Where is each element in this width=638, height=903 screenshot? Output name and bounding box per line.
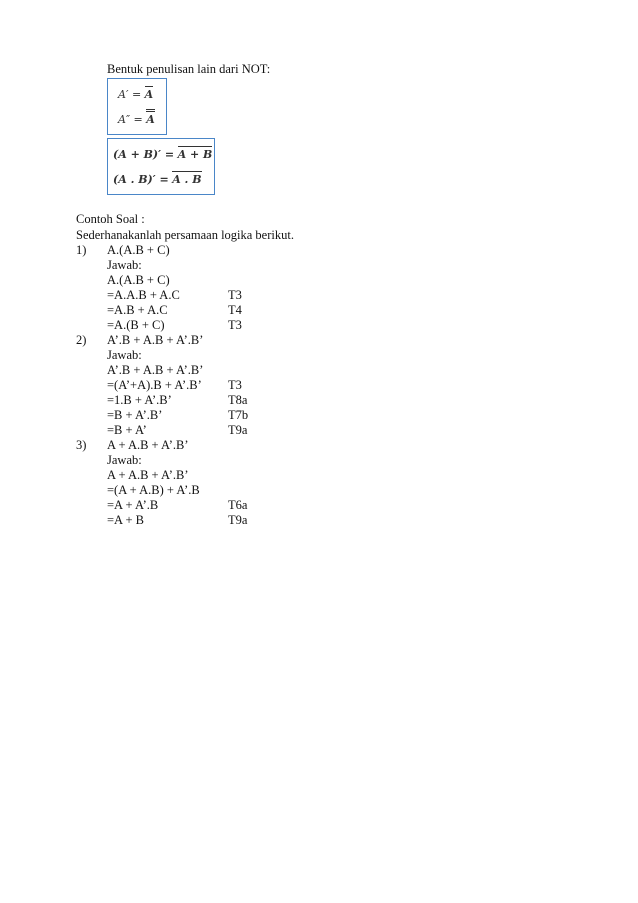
problem-2-step-4: =B + A’.B’ [107, 408, 163, 422]
overline-a: A [144, 88, 154, 101]
overline-a-plus-b: A + B [177, 148, 213, 161]
problem-2-step-2-rule: T3 [228, 378, 242, 392]
problem-1-step-3-rule: T4 [228, 303, 242, 317]
problem-2-step-2: =(A’+A).B + A’.B’ [107, 378, 202, 392]
problem-1-step-3: =A.B + A.C [107, 303, 168, 317]
problem-1-step-1: A.(A.B + C) [107, 273, 170, 287]
problem-2-expression: A’.B + A.B + A’.B’ [107, 333, 204, 347]
problem-2-step-5-rule: T9a [228, 423, 248, 437]
demorgan-line-2: (A . B)′ = A . B [113, 173, 202, 186]
problem-2-step-5: =B + A’ [107, 423, 147, 437]
problem-1-step-2: =A.A.B + A.C [107, 288, 180, 302]
intro-text: Bentuk penulisan lain dari NOT: [107, 62, 271, 76]
problem-2-number: 2) [76, 333, 87, 347]
problem-2-step-3-rule: T8a [228, 393, 248, 407]
problem-3-step-2: =(A + A.B) + A’.B [107, 483, 200, 497]
problem-1-answer-label: Jawab: [107, 258, 142, 272]
problem-3-expression: A + A.B + A’.B’ [107, 438, 189, 452]
problem-3-step-4-rule: T9a [228, 513, 248, 527]
problem-2-step-3: =1.B + A’.B’ [107, 393, 172, 407]
not-forms-box [107, 78, 167, 135]
section-title: Contoh Soal : [76, 212, 145, 226]
problem-1-step-2-rule: T3 [228, 288, 242, 302]
not-form-line-1: A′ = A [118, 88, 154, 101]
problem-3-answer-label: Jawab: [107, 453, 142, 467]
problem-1-number: 1) [76, 243, 87, 257]
problem-2-step-1: A’.B + A.B + A’.B’ [107, 363, 204, 377]
demorgan-line-1: (A + B)′ = A + B [113, 148, 213, 161]
problem-3-step-4: =A + B [107, 513, 145, 527]
problem-1-step-4: =A.(B + C) [107, 318, 165, 332]
problem-3-step-3: =A + A’.B [107, 498, 159, 512]
double-overline-a: A [146, 113, 155, 126]
instruction-text: Sederhanakanlah persamaan logika berikut. [76, 228, 294, 242]
not-form-line-2: A″ = A [118, 113, 155, 126]
demorgan-box [107, 138, 215, 195]
problem-1-step-4-rule: T3 [228, 318, 242, 332]
problem-2-step-4-rule: T7b [228, 408, 249, 422]
problem-3-step-1: A + A.B + A’.B’ [107, 468, 189, 482]
problem-2-answer-label: Jawab: [107, 348, 142, 362]
problem-1-expression: A.(A.B + C) [107, 243, 170, 257]
problem-3-number: 3) [76, 438, 87, 452]
overline-a-dot-b: A . B [172, 173, 202, 186]
problem-3-step-3-rule: T6a [228, 498, 248, 512]
